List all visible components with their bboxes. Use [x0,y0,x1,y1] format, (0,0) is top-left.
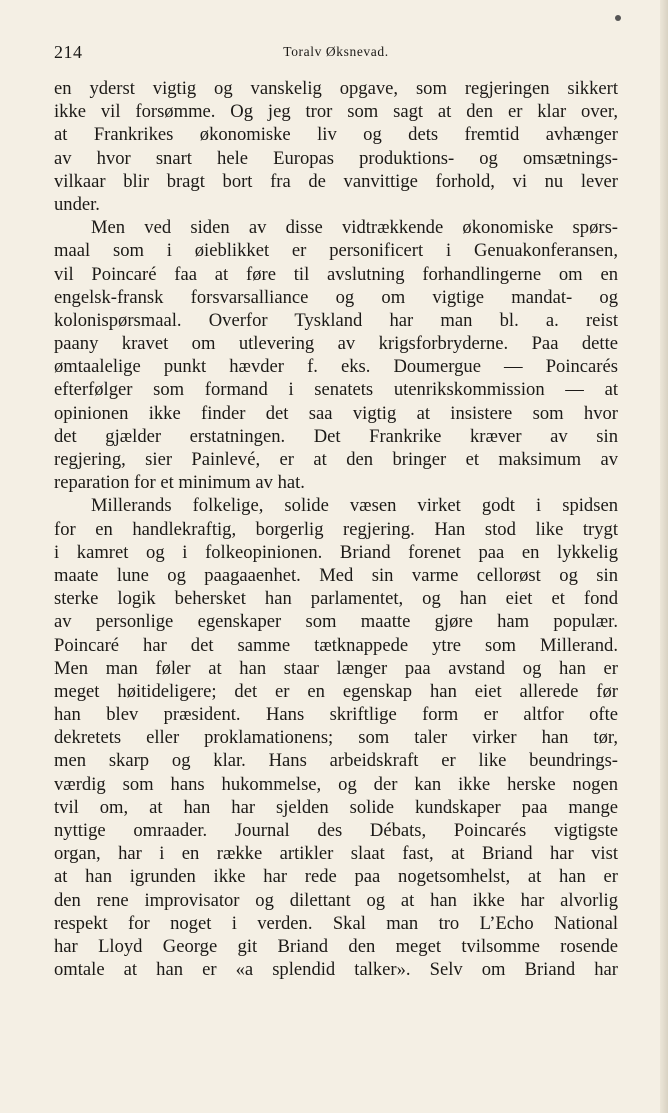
text-line: at Frankrikes økonomiske liv og dets fremtid avhænger [54,124,618,146]
text-line: tvil om, at han har sjelden solide kundskaper paa mange [54,796,618,818]
text-line: av hvor snart hele Europas produktions- og omsætnings- [54,147,618,169]
text-line: omtale at han er «a splendid talker». Selv om Briand har [54,959,618,981]
body-text [54,77,618,981]
text-line: vil Poincaré faa at føre til avslutning forhandlingerne om en [54,263,618,285]
text-line: under. [54,193,100,215]
text-line: regjering, sier Painlevé, er at den bringer et maksimum av [54,449,618,470]
text-line: det gjælder erstatningen. Det Frankrike kræver av sin [54,425,618,447]
text-line: dekretets eller proklamationens; som taler virker han tør, [54,727,618,749]
text-line: maate lune og paagaaenhet. Med sin varme cellorøst og sin [54,564,618,586]
text-line: engelsk-fransk forsvarsalliance og om vigtige mandat- og [54,286,618,308]
text-line: respekt for noget i verden. Skal man tro L’Echo National [54,912,618,934]
text-line: reparation for et minimum av hat. [54,472,305,494]
page-edge-shadow [660,0,668,1113]
text-line: vilkaar blir bragt bort fra de vanvittige forhold, vi nu lever [54,170,618,192]
text-line: ikke vil forsømme. Og jeg tror som sagt at den er klar over, [54,101,618,123]
page-header [54,38,618,66]
text-line: i kamret og i folkeopinionen. Briand forenet paa en lykkelig [54,541,618,563]
text-line: men skarp og klar. Hans arbeidskraft er like beundrings- [54,750,618,772]
text-line: maal som i øieblikket er personificert i Genuakonferansen, [54,240,618,262]
text-line: opinionen ikke finder det saa vigtig at insistere som hvor [54,402,618,424]
text-line: værdig som hans hukommelse, og der kan ikke herske nogen [54,773,618,795]
text-line: Poincaré har det samme tætknappede ytre som Millerand. [54,634,618,656]
text-line: har Lloyd George git Briand den meget tvilsomme rosende [54,935,618,957]
running-head: Toralv Øksnevad. [283,44,389,59]
text-line: at han igrunden ikke har rede paa nogetsomhelst, at han er [54,866,618,888]
text-line: meget høitideligere; det er en egenskap han eiet allerede før [54,680,618,702]
text-line: efterfølger som formand i senatets utenrikskommission — at [54,379,618,401]
text-line: organ, har i en række artikler slaat fast, at Briand har vist [54,843,618,865]
text-line: paany kravet om utlevering av krigsforbryderne. Paa dette [54,333,618,355]
text-line: av personlige egenskaper som maatte gjøre ham populær. [54,611,618,633]
text-line: nyttige omraader. Journal des Débats, Poincarés vigtigste [54,820,618,841]
text-line: en yderst vigtig og vanskelig opgave, som regjeringen sikkert [54,78,618,99]
text-line: Millerands folkelige, solide væsen virket godt i spidsen [91,495,618,517]
page-number: 214 [54,42,83,62]
text-line: Men ved siden av disse vidtrækkende økonomiske spørs- [91,217,618,239]
text-line: han blev præsident. Hans skriftlige form er altfor ofte [54,704,618,726]
text-line: sterke logik behersket han parlamentet, og han eiet et fond [54,588,618,610]
text-line: kolonispørsmaal. Overfor Tyskland har man bl. a. reist [54,309,618,331]
ink-dot-mark [615,15,621,21]
text-line: Men man føler at han staar længer paa avstand og han er [54,657,618,679]
text-line: den rene improvisator og dilettant og at han ikke har alvorlig [54,889,618,911]
text-line: ømtaalelige punkt hævder f. eks. Doumergue — Poincarés [54,356,618,378]
text-line: for en handlekraftig, borgerlig regjering. Han stod like trygt [54,518,618,540]
